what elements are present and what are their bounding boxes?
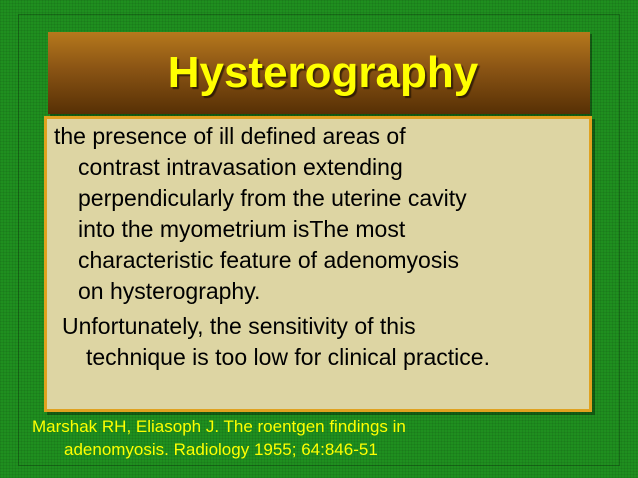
citation-line-1: Marshak RH, Eliasoph J. The roentgen findings in xyxy=(32,417,406,436)
paragraph-1-line-6: on hysterography. xyxy=(78,278,261,304)
paragraph-1-line-5: characteristic feature of adenomyosis xyxy=(78,247,459,273)
paragraph-sensitivity xyxy=(62,311,586,373)
title-bar xyxy=(48,32,590,114)
paragraph-2-line-2: technique is too low for clinical practice. xyxy=(86,344,490,370)
citation xyxy=(32,415,622,461)
paragraph-adenomyosis-feature xyxy=(54,121,584,307)
paragraph-1-line-1: the presence of ill defined areas of xyxy=(54,123,406,149)
citation-line-2: adenomyosis. Radiology 1955; 64:846-51 xyxy=(64,440,378,459)
slide-title: Hysterography xyxy=(167,48,479,97)
paragraph-1-line-2: contrast intravasation extending xyxy=(78,154,403,180)
paragraph-2-line-1: Unfortunately, the sensitivity of this xyxy=(62,313,416,339)
paragraph-1-line-4: into the myometrium isThe most xyxy=(78,216,406,242)
paragraph-1-line-3: perpendicularly from the uterine cavity xyxy=(78,185,467,211)
